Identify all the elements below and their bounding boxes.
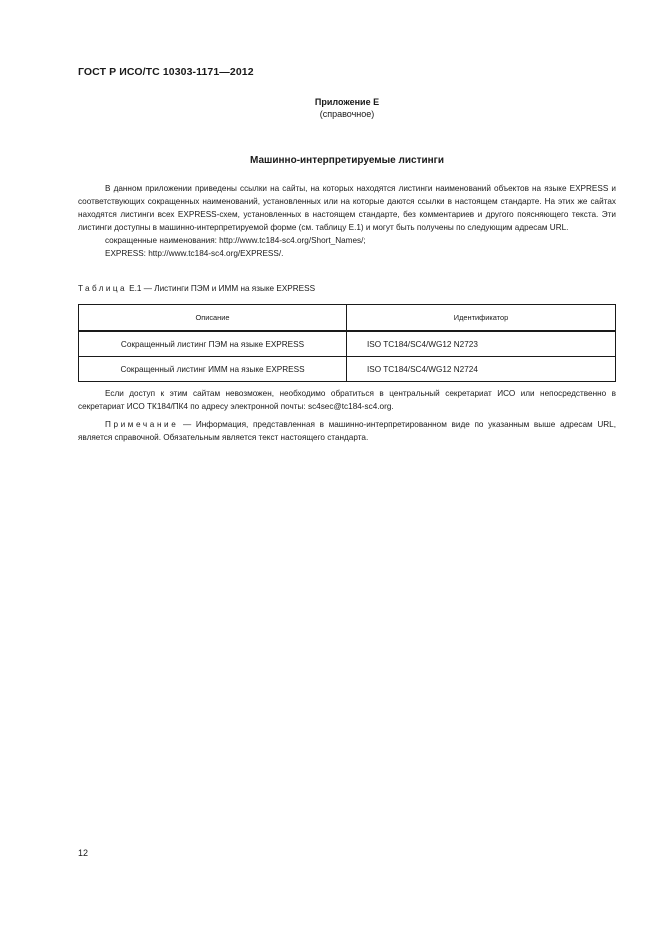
intro-paragraph: В данном приложении приведены ссылки на сайты, на которых находятся листинги наименований объектов на языке EXPRESS и соответствующих сокращенных наименований, установленных или на которые даются ссылки в настоящем стандарте. На этих же сайтах находятся листинги всех EXPRESS-схем, установленных в настоящем стандарте, без комментариев и другого поясняющего текста. Эти листинги доступны в машинно-интерпретируемой форме (см. таблицу Е.1) и могут быть получены по следующим адресам URL. <box>78 184 616 233</box>
table-row <box>79 331 616 357</box>
table-cell-description: Сокращенный листинг ПЭМ на языке EXPRESS <box>79 331 347 357</box>
table-cell-identifier: ISO TC184/SC4/WG12 N2724 <box>347 357 616 382</box>
note-block <box>78 418 616 444</box>
access-paragraph: Если доступ к этим сайтам невозможен, необходимо обратиться в центральный секретариат ИСО или непосредственно в секретариат ИСО ТК184/ПК4 по адресу электронной почты: sc4sec@tc184-sc4.org. <box>78 389 616 412</box>
table-caption <box>78 284 315 293</box>
section-heading: Машинно-интерпретируемые листинги <box>250 155 444 166</box>
table-cell-description: Сокращенный листинг ИММ на языке EXPRESS <box>79 357 347 382</box>
annex-status: (справочное) <box>319 109 375 119</box>
table-header-identifier: Идентификатор <box>347 305 616 332</box>
table-caption-text: Е.1 — Листинги ПЭМ и ИММ на языке EXPRESS <box>126 284 316 293</box>
table-row <box>79 357 616 382</box>
note-paragraph <box>78 418 616 444</box>
table-cell-identifier: ISO TC184/SC4/WG12 N2723 <box>347 331 616 357</box>
after-table-block <box>78 387 616 413</box>
page-number: 12 <box>78 848 89 858</box>
intro-block <box>78 182 616 261</box>
short-names-url-line: сокращенные наименования: http://www.tc184-sc4.org/Short_Names/; <box>105 236 366 246</box>
note-label: Примечание <box>105 420 179 429</box>
annex-title: Приложение Е <box>314 97 380 107</box>
express-url-line: EXPRESS: http://www.tc184-sc4.org/EXPRESS/. <box>105 249 284 259</box>
table-header-row <box>79 305 616 332</box>
table-caption-label: Таблица <box>78 284 127 293</box>
note-text: — Информация, представленная в машинно-интерпретированном виде по указанным выше адресам URL, является справочной. Обязательным является текст настоящего стандарта. <box>78 420 616 443</box>
standard-code: ГОСТ Р ИСО/ТС 10303-1171—2012 <box>78 66 254 78</box>
table-header-description: Описание <box>79 305 347 332</box>
listings-table <box>78 304 616 382</box>
